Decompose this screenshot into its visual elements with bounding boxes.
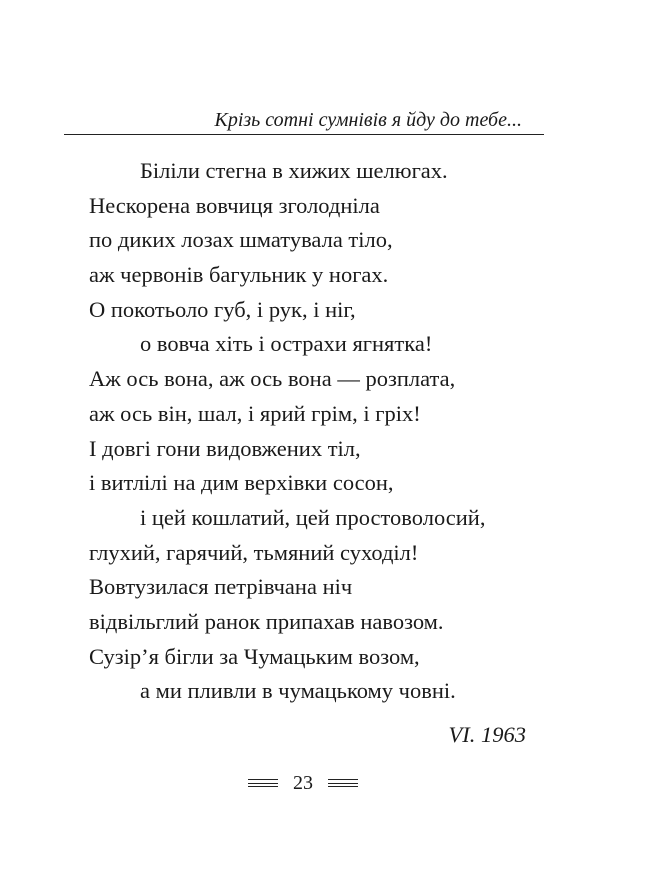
- poem-line: відвільглий ранок припахав навозом.: [89, 608, 444, 634]
- page-footer: [248, 768, 358, 798]
- poem-line: І довгі гони видовжених тіл,: [89, 435, 361, 461]
- poem-line: Нескорена вовчиця зголодніла: [89, 192, 380, 218]
- poem-line: Біліли стегна в хижих шелюгах.: [140, 158, 448, 183]
- running-header: [64, 106, 544, 135]
- poem-line: Вовтузилася петрівчана ніч: [89, 574, 353, 600]
- poem-line: о вовча хіть і острахи ягнятка!: [140, 331, 433, 357]
- rule-ornament-right: [328, 779, 358, 787]
- poem-line: а ми пливли в чумацькому човні.: [140, 678, 456, 704]
- running-title: Крізь сотні сумнівів я йду до тебе...: [214, 109, 522, 131]
- poem-line: аж ось він, шал, і ярий грім, і гріх!: [89, 400, 421, 426]
- rule-ornament-left: [248, 779, 278, 787]
- poem-line: по диких лозах шматувала тіло,: [89, 227, 393, 253]
- poem-line: глухий, гарячий, тьмяний суходіл!: [89, 539, 419, 565]
- poem-date: VI. 1963: [448, 722, 526, 747]
- poem-line: і витлілі на дим верхівки сосон,: [89, 470, 394, 496]
- poem-line: аж червонів багульник у ногах.: [89, 262, 389, 288]
- page-number: 23: [293, 772, 313, 794]
- poem-line: і цей кошлатий, цей простоволосий,: [140, 504, 486, 530]
- poem-line: О покотьоло губ, і рук, і ніг,: [89, 296, 356, 322]
- poem-line: Сузір’я бігли за Чумацьким возом,: [89, 643, 420, 669]
- poem-text: [89, 154, 549, 709]
- poem-line: Аж ось вона, аж ось вона — розплата,: [89, 366, 456, 392]
